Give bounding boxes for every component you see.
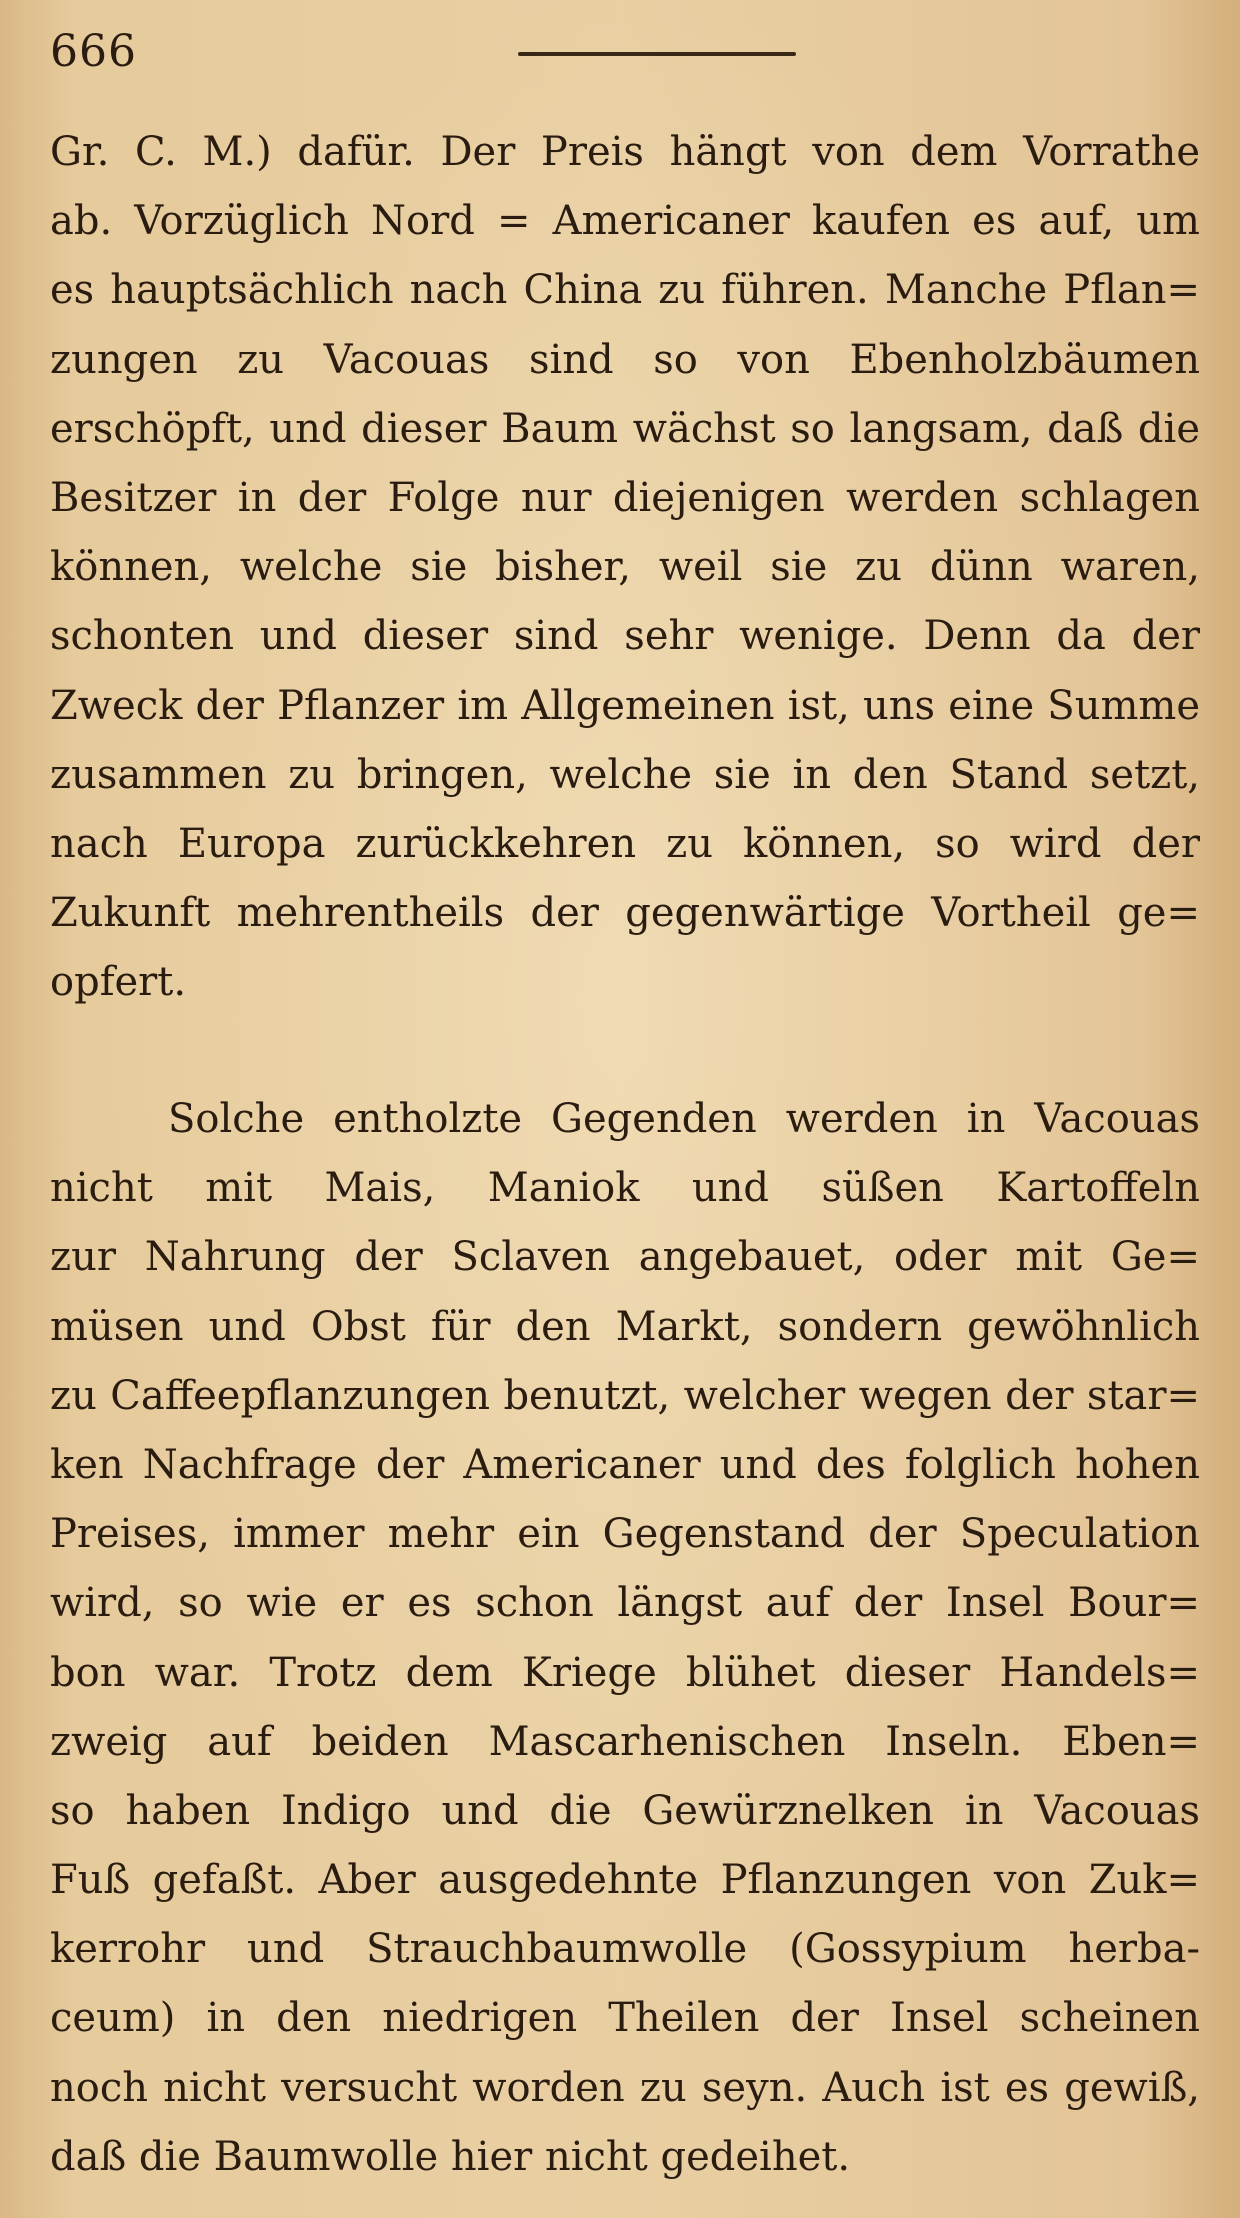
text-line: Zweck der Pflanzer im Allgemeinen ist, uns eine Summe bbox=[50, 682, 1200, 729]
text-line: zur Nahrung der Sclaven angebauet, oder mit Ge= bbox=[50, 1234, 1200, 1281]
text-line: Zukunft mehrentheils der gegenwärtige Vortheil ge= bbox=[50, 890, 1200, 937]
text-line: so haben Indigo und die Gewürznelken in Vacouas bbox=[50, 1787, 1200, 1834]
text-line: kerrohr und Strauchbaumwolle (Gossypium herba- bbox=[50, 1926, 1200, 1973]
text-line: nach Europa zurückkehren zu können, so wird der bbox=[50, 820, 1200, 867]
paragraph-1 bbox=[50, 118, 1200, 1017]
page-header bbox=[50, 22, 1190, 82]
text-line: Solche entholzte Gegenden werden in Vacouas bbox=[168, 1096, 1200, 1142]
text-line: opfert. bbox=[50, 959, 187, 1006]
page-number: 666 bbox=[50, 26, 137, 77]
text-line: können, welche sie bisher, weil sie zu dünn waren, bbox=[50, 544, 1200, 591]
header-rule bbox=[518, 52, 796, 56]
text-line: zweig auf beiden Mascarhenischen Inseln. Eben= bbox=[50, 1718, 1200, 1765]
text-line: nicht mit Mais, Maniok und süßen Kartoffeln bbox=[50, 1165, 1200, 1212]
text-line: ab. Vorzüglich Nord = Americaner kaufen es auf, um bbox=[50, 198, 1200, 245]
text-line: ceum) in den niedrigen Theilen der Insel scheinen bbox=[50, 1995, 1200, 2042]
text-line: bon war. Trotz dem Kriege blühet dieser Handels= bbox=[50, 1649, 1200, 1696]
text-line: zu Caffeepflanzungen benutzt, welcher wegen der star= bbox=[50, 1372, 1200, 1419]
text-line: schonten und dieser sind sehr wenige. Denn da der bbox=[50, 613, 1200, 660]
text-line: es hauptsächlich nach China zu führen. Manche Pflan= bbox=[50, 267, 1200, 314]
text-line: Preises, immer mehr ein Gegenstand der Speculation bbox=[50, 1511, 1200, 1558]
text-line: zungen zu Vacouas sind so von Ebenholzbäumen bbox=[50, 336, 1200, 383]
text-line: noch nicht versucht worden zu seyn. Auch ist es gewiß, bbox=[50, 2064, 1200, 2111]
text-line: Gr. C. M.) dafür. Der Preis hängt von dem Vorrathe bbox=[50, 129, 1200, 175]
text-line: Fuß gefaßt. Aber ausgedehnte Pflanzungen von Zuk= bbox=[50, 1857, 1200, 1904]
text-line: zusammen zu bringen, welche sie in den Stand setzt, bbox=[50, 751, 1200, 798]
text-line: daß die Baumwolle hier nicht gedeihet. bbox=[50, 2133, 851, 2180]
text-line: ken Nachfrage der Americaner und des folglich hohen bbox=[50, 1441, 1200, 1488]
text-line: müsen und Obst für den Markt, sondern gewöhnlich bbox=[50, 1303, 1200, 1350]
paragraph-2 bbox=[50, 1085, 1200, 2192]
text-line: wird, so wie er es schon längst auf der Insel Bour= bbox=[50, 1580, 1200, 1627]
text-line: Besitzer in der Folge nur diejenigen werden schlagen bbox=[50, 474, 1200, 521]
text-line: erschöpft, und dieser Baum wächst so langsam, daß die bbox=[50, 405, 1200, 452]
